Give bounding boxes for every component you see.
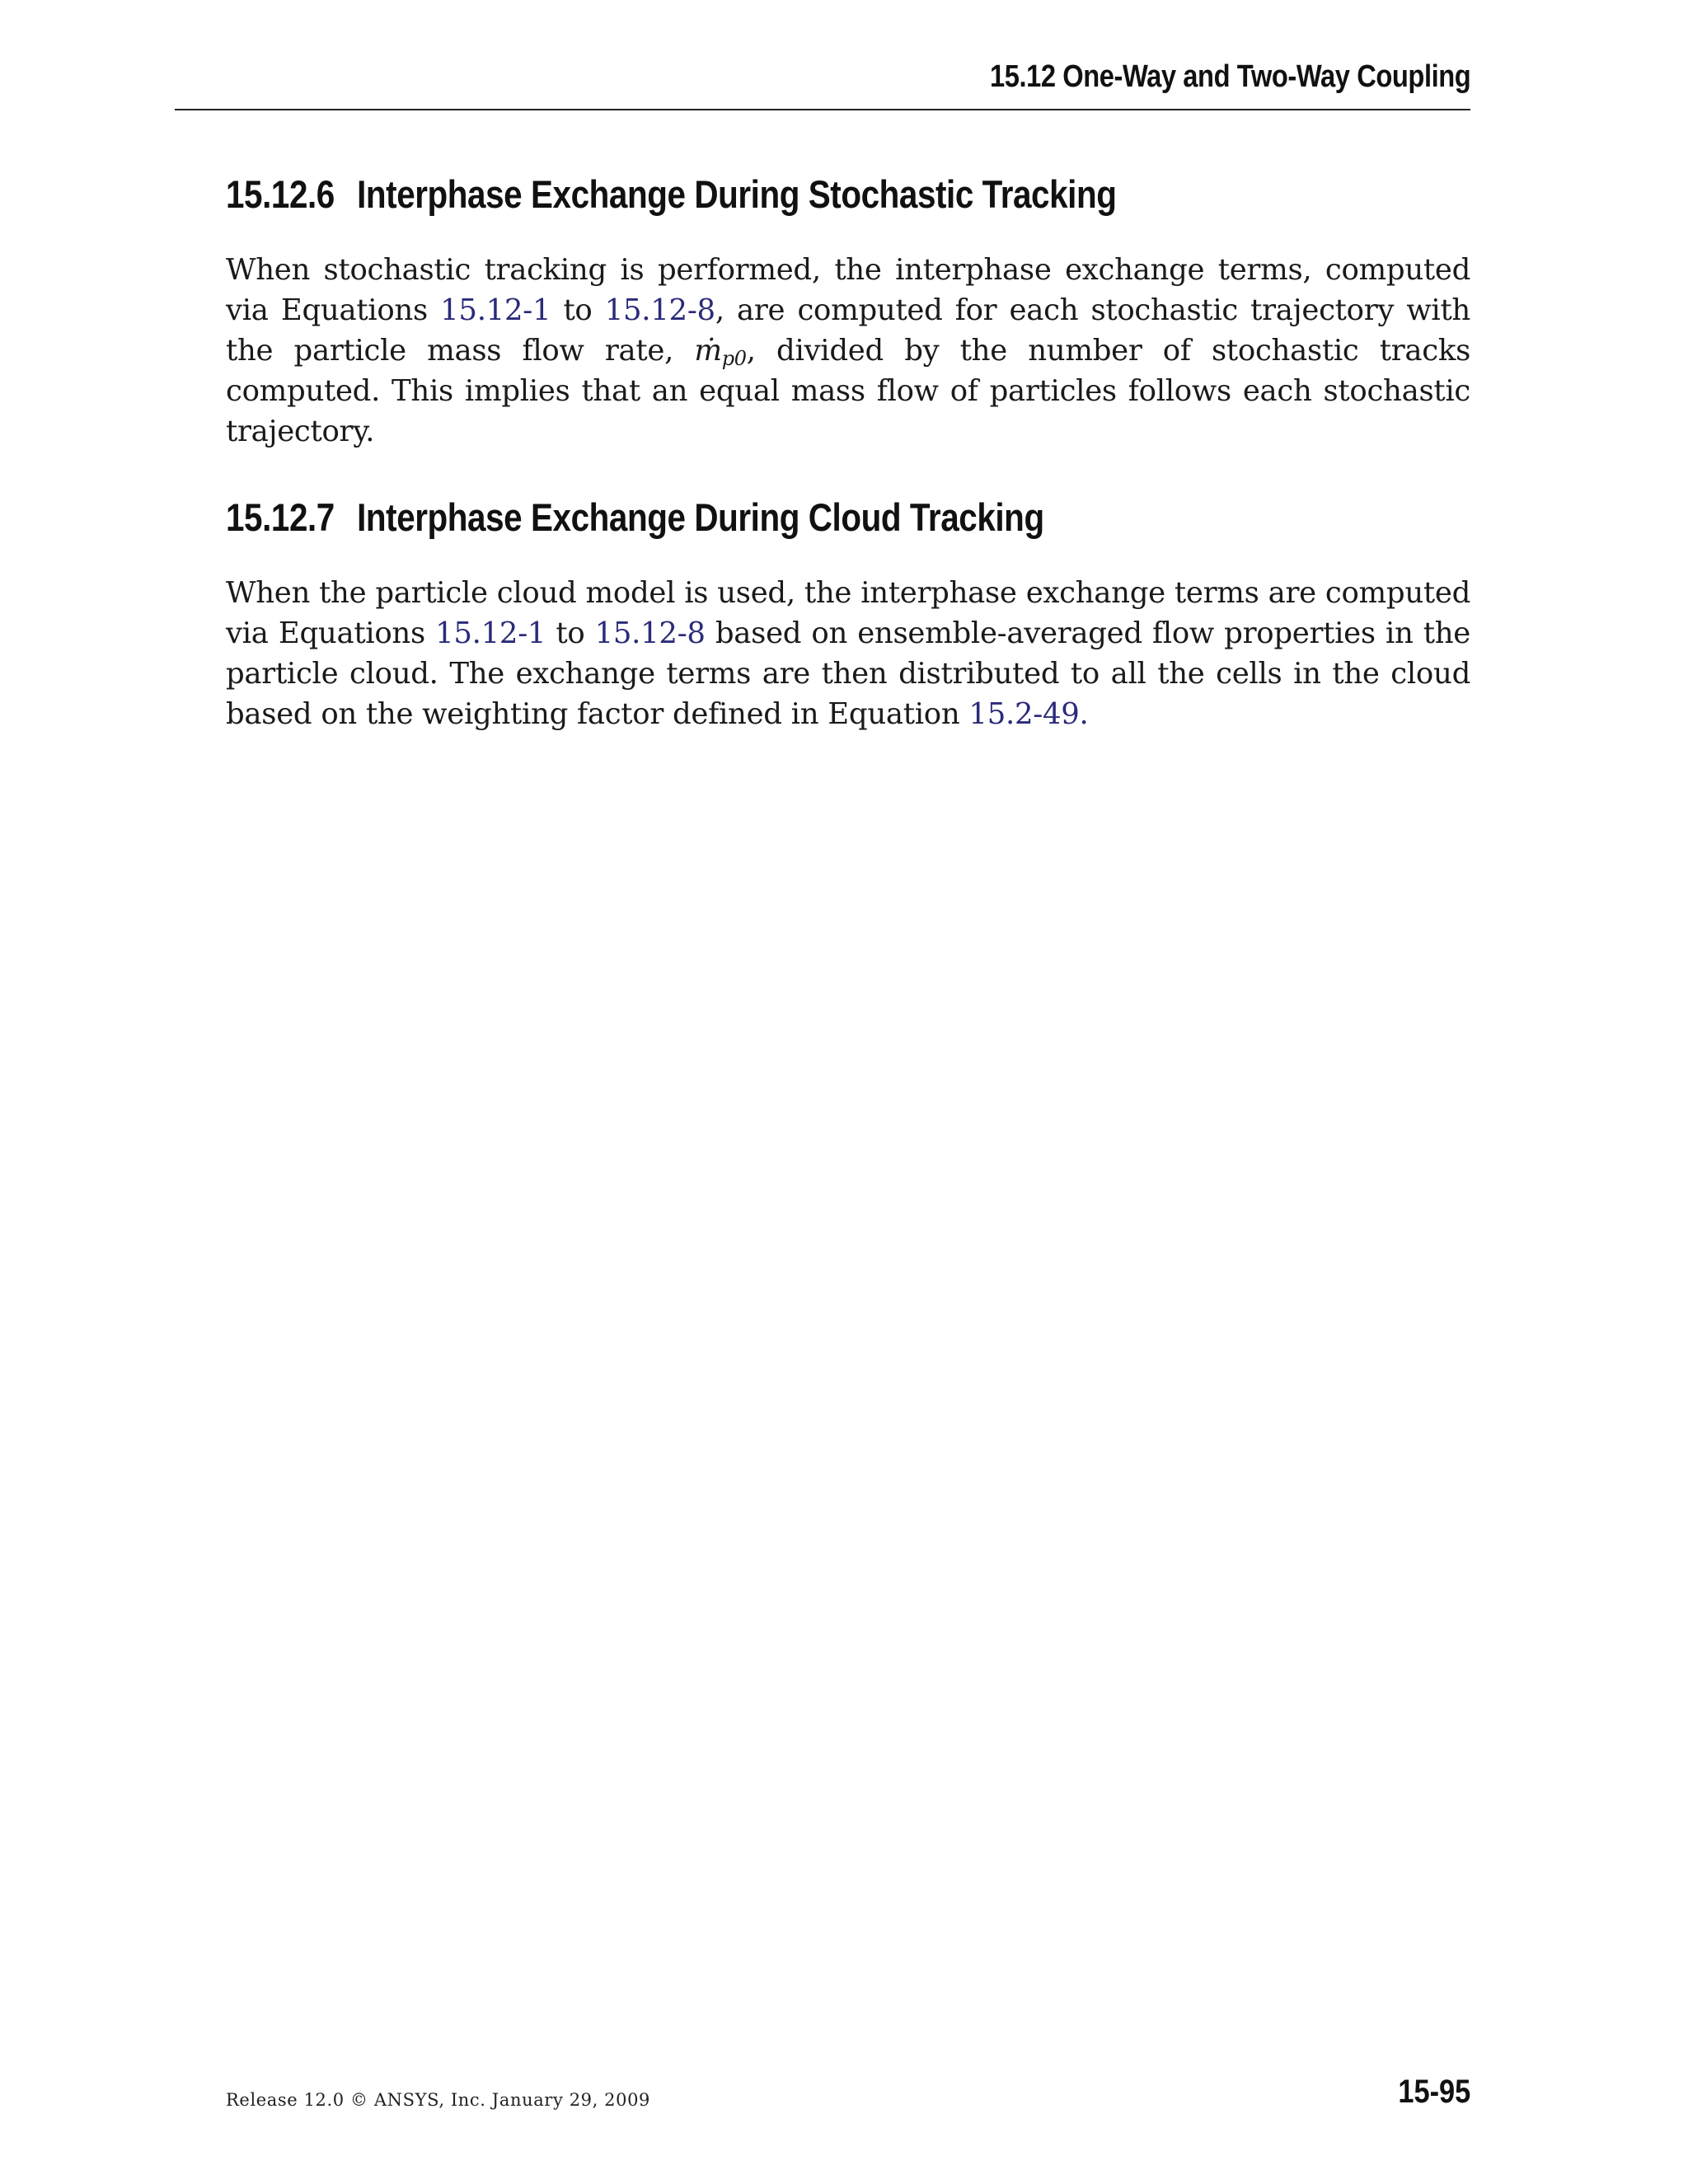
- section-number: 15.12.7: [226, 495, 335, 539]
- footer-release: Release 12.0 © ANSYS, Inc. January 29, 2009: [226, 2090, 651, 2110]
- math-subscript: p0: [721, 347, 747, 370]
- equation-link[interactable]: 15.12-8: [604, 293, 715, 327]
- page-content: [226, 171, 1470, 777]
- text-run: based on ensemble-averaged flow properties in the particle cloud. The exchange terms are then distributed to all the cells in the cloud based on the weighting factor defined in Equation: [226, 616, 1470, 731]
- equation-link[interactable]: 15.12-1: [440, 293, 551, 327]
- section-heading: [226, 171, 1296, 217]
- equation-link[interactable]: 15.12-1: [435, 616, 546, 650]
- text-run: When the particle cloud model is used, the interphase exchange terms are computed via Equations: [226, 576, 1470, 650]
- section-15-12-7: [226, 494, 1470, 734]
- text-run: , are computed for each stochastic trajectory with the particle mass flow rate,: [226, 293, 1470, 368]
- section-15-12-6: [226, 171, 1470, 452]
- text-run: to: [546, 616, 595, 650]
- running-header-title: 15.12 One-Way and Two-Way Coupling: [989, 59, 1470, 94]
- page-number: 15-95: [1398, 2074, 1470, 2110]
- header-rule: [175, 109, 1470, 110]
- section-number: 15.12.6: [226, 172, 335, 216]
- mass-flow-symbol: [694, 334, 746, 368]
- math-base: ṁ: [694, 334, 722, 368]
- section-heading: [226, 494, 1296, 540]
- text-run: , divided by the number of stochastic tracks computed. This implies that an equal mass flow of particles follows each stochastic trajectory.: [226, 334, 1471, 448]
- body-paragraph: [226, 573, 1470, 734]
- section-title: Interphase Exchange During Cloud Tracking: [357, 495, 1044, 539]
- text-run: When stochastic tracking is performed, the interphase exchange terms, computed via Equations: [226, 253, 1470, 327]
- text-run: .: [1079, 697, 1089, 731]
- section-title: Interphase Exchange During Stochastic Tracking: [357, 172, 1117, 216]
- equation-link[interactable]: 15.2-49: [968, 697, 1080, 731]
- text-run: to: [551, 293, 605, 327]
- body-paragraph: [226, 250, 1470, 452]
- equation-link[interactable]: 15.12-8: [594, 616, 706, 650]
